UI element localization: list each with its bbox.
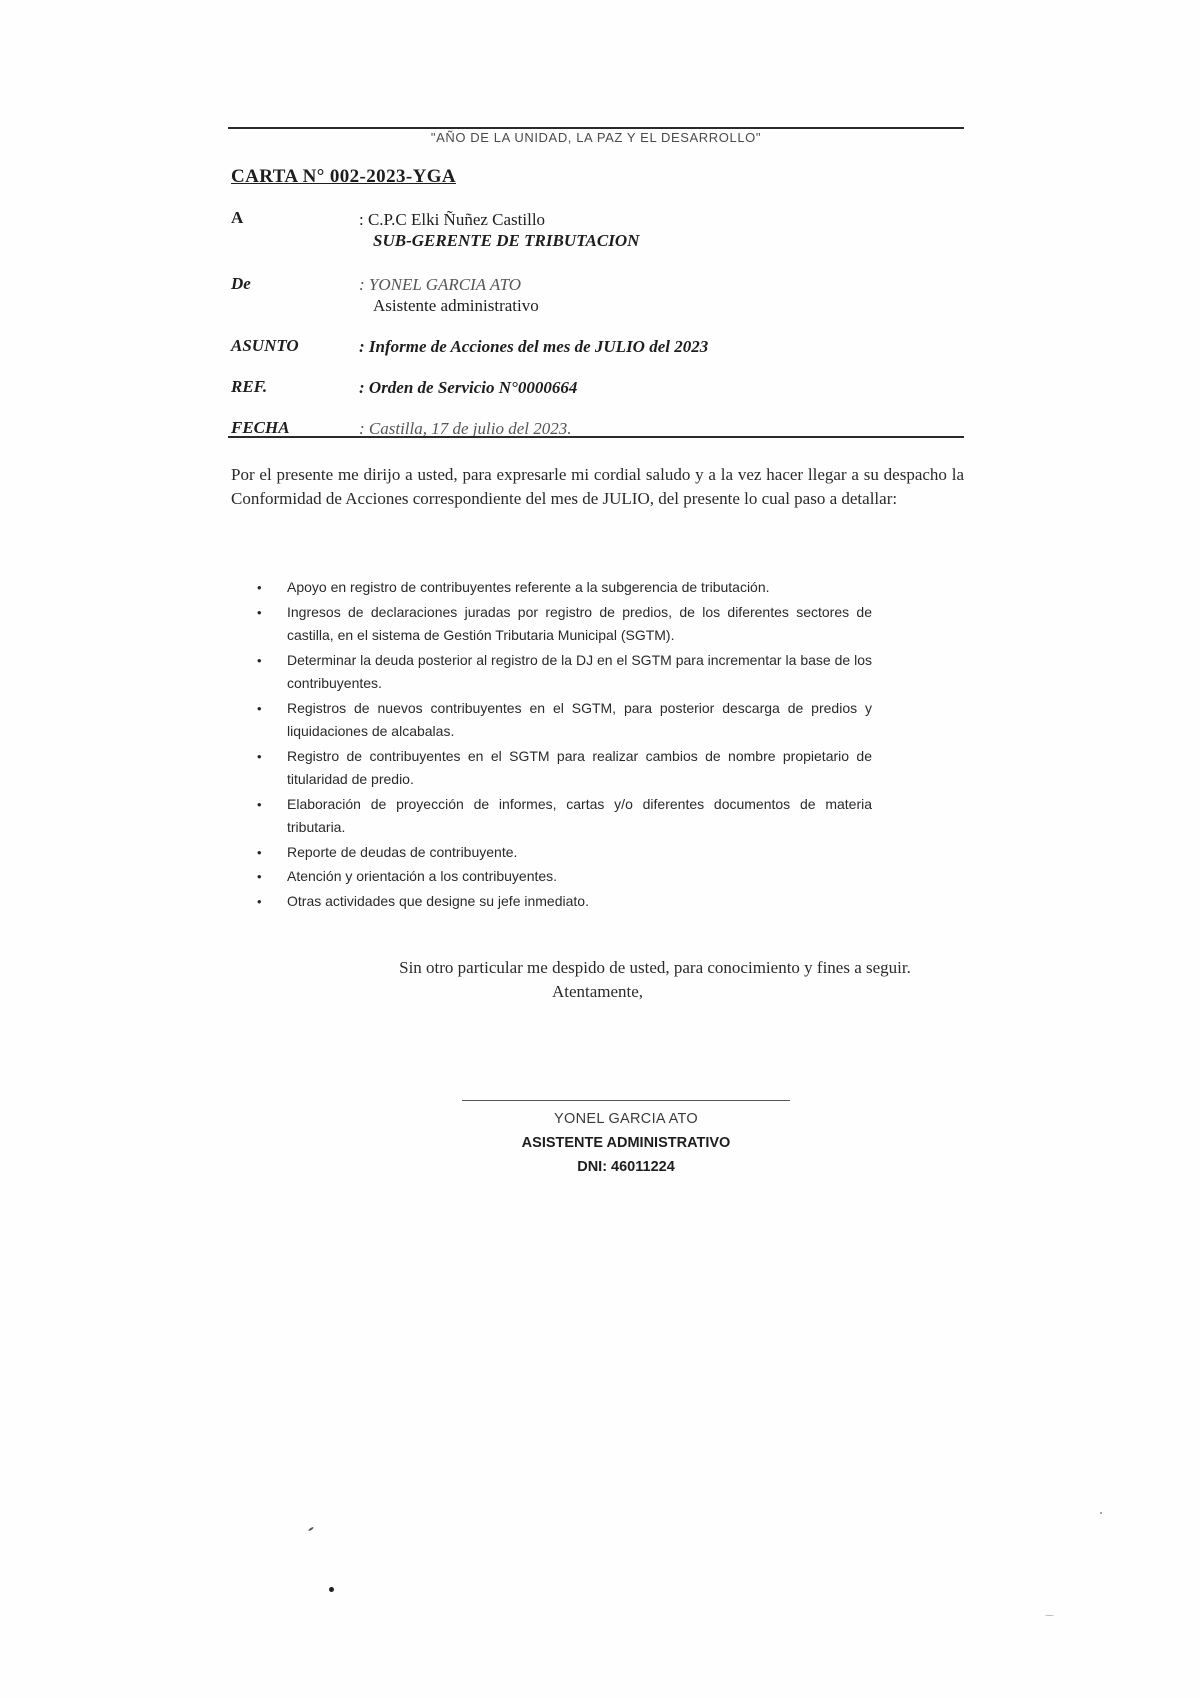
from-value [359, 274, 539, 316]
to-name: : C.P.C Elki Ñuñez Castillo [359, 210, 546, 229]
from-label: De [231, 274, 251, 293]
list-item: • Registros de nuevos contribuyentes en el SGTM, para posterior descarga de predios y liquidaciones de alcabalas. [257, 697, 872, 744]
list-item: • Reporte de deudas de contribuyente. [257, 841, 872, 865]
list-item: • Registro de contribuyentes en el SGTM para realizar cambios de nombre propietario de titularidad de predio. [257, 745, 872, 792]
to-label: A [231, 208, 244, 227]
header-divider [228, 436, 964, 438]
closing-paragraph [231, 956, 964, 1004]
reference-label: REF. [231, 377, 268, 396]
signature-line [462, 1100, 790, 1101]
list-item: • Apoyo en registro de contribuyentes referente a la subgerencia de tributación. [257, 576, 872, 600]
top-divider [228, 127, 964, 129]
subject-label: ASUNTO [231, 336, 299, 355]
subject-value: : Informe de Acciones del mes de JULIO del 2023 [359, 337, 709, 356]
closing-line: Sin otro particular me despido de usted, para conocimiento y fines a seguir. [399, 958, 911, 977]
signer-id: DNI: 46011224 [577, 1159, 675, 1175]
scan-speck [1100, 1512, 1102, 1514]
list-item: • Ingresos de declaraciones juradas por registro de predios, de los diferentes sectores de castilla, en el sistema de Gestión Tributaria Municipal (SGTM). [257, 601, 872, 648]
list-item: • Elaboración de proyección de informes, cartas y/o diferentes documentos de materia tributaria. [257, 793, 872, 840]
reference-value: : Orden de Servicio N°0000664 [359, 378, 578, 397]
signature-block [462, 1107, 790, 1179]
closing-salutation: Atentamente, [551, 982, 644, 1001]
from-position: Asistente administrativo [373, 296, 539, 315]
list-item: • Otras actividades que designe su jefe inmediato. [257, 890, 872, 914]
date-label: FECHA [231, 418, 290, 437]
list-item: • Determinar la deuda posterior al registro de la DJ en el SGTM para incrementar la base de los contribuyentes. [257, 649, 872, 696]
to-position: SUB-GERENTE DE TRIBUTACION [373, 231, 640, 250]
year-motto: "AÑO DE LA UNIDAD, LA PAZ Y EL DESARROLLO" [430, 130, 762, 145]
scan-speck [329, 1587, 334, 1592]
scan-speck [1045, 1615, 1054, 1616]
signer-position: ASISTENTE ADMINISTRATIVO [521, 1135, 731, 1151]
signer-name: YONEL GARCIA ATO [554, 1111, 698, 1127]
to-value [359, 209, 639, 251]
letter-title: CARTA N° 002-2023-YGA [231, 166, 457, 187]
date-value: : Castilla, 17 de julio del 2023. [359, 419, 572, 438]
activities-list [257, 576, 872, 914]
scan-speck [308, 1526, 314, 1531]
from-name: : YONEL GARCIA ATO [359, 275, 522, 294]
list-item: • Atención y orientación a los contribuyentes. [257, 865, 872, 889]
intro-paragraph: Por el presente me dirijo a usted, para expresarle mi cordial saludo y a la vez hacer llegar a su despacho la Conformidad de Acciones correspondiente del mes de JULIO, del presente lo cual paso a detallar: [231, 465, 964, 508]
